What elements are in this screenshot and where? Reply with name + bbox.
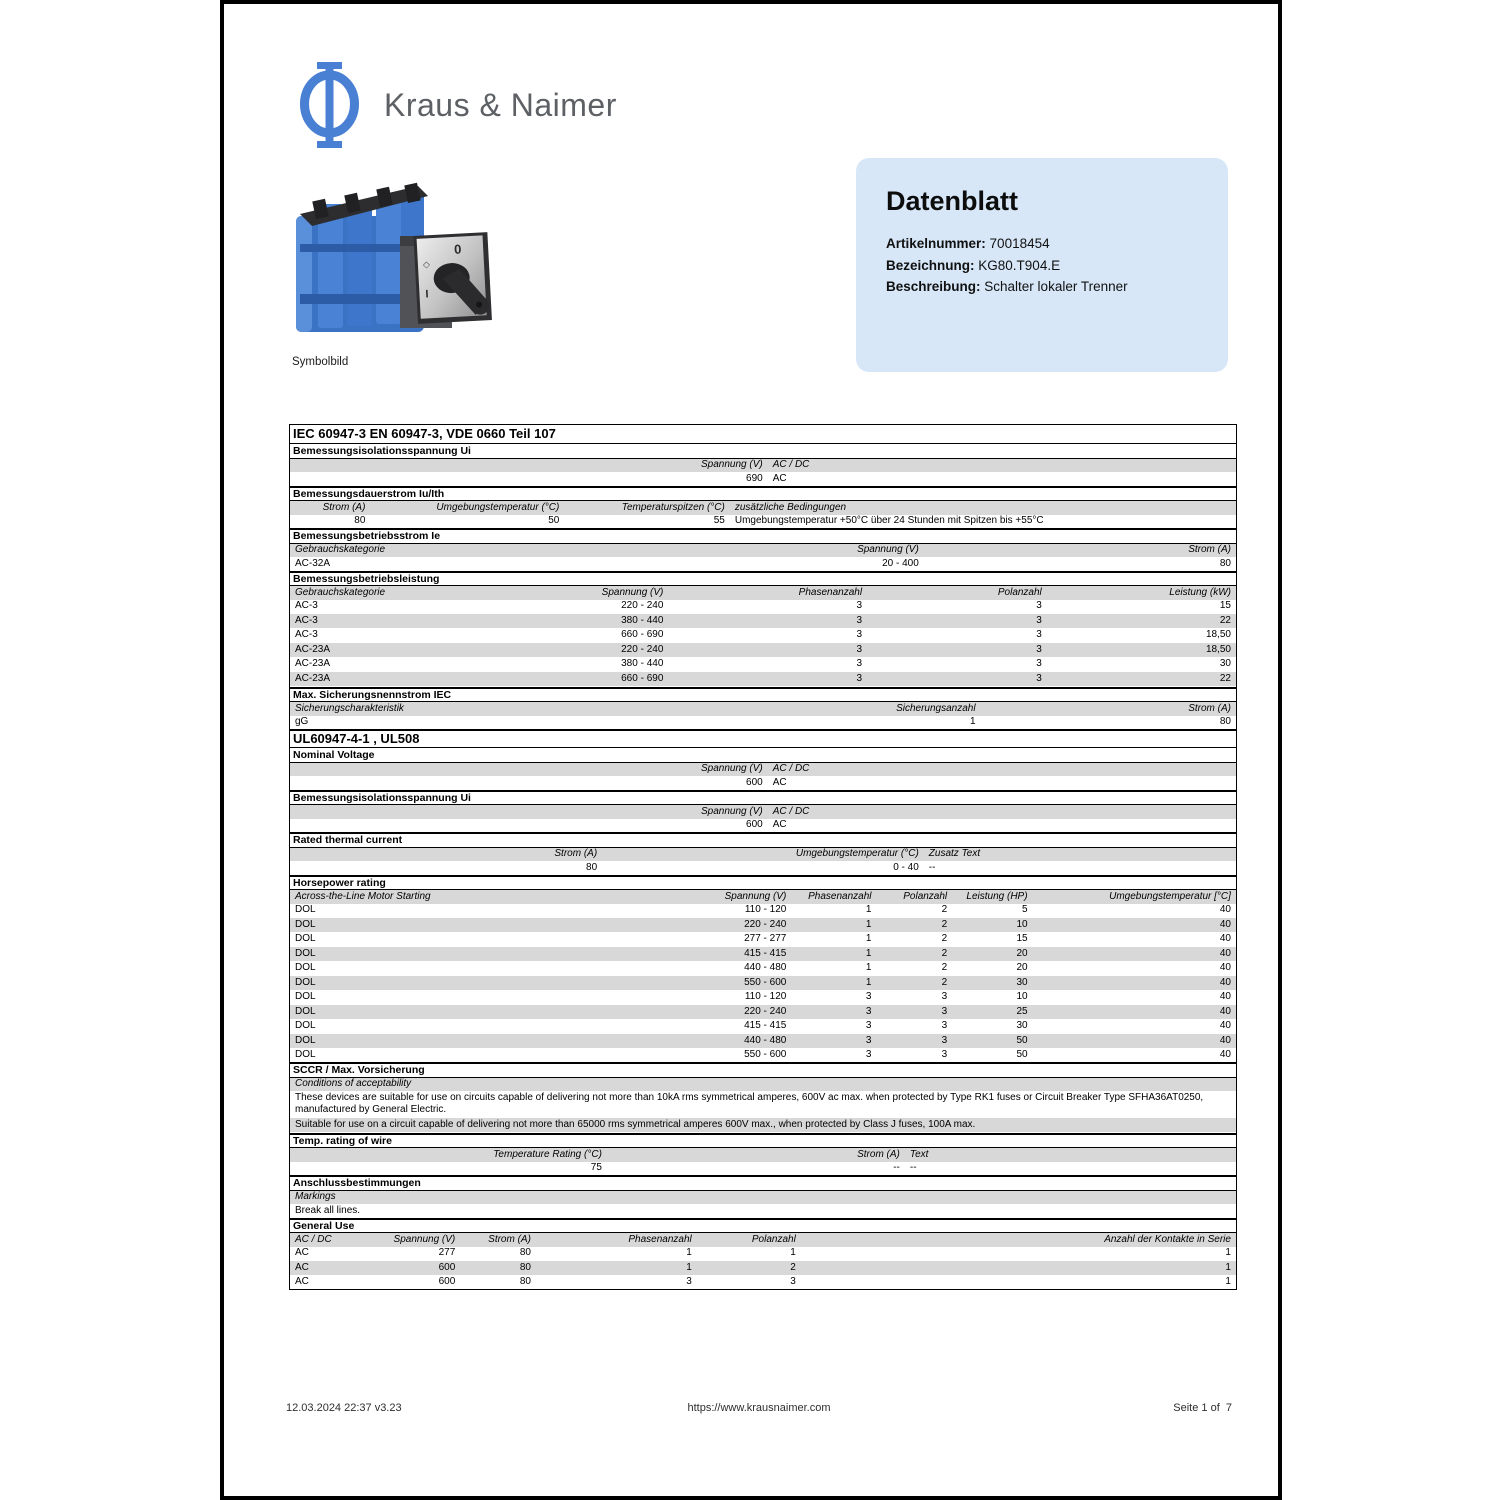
table-row <box>290 1204 1236 1218</box>
table-cell: Strom (A) <box>1188 702 1231 714</box>
table-cell: 3 <box>1036 672 1042 684</box>
section-title: Bemessungsisolationsspannung Ui <box>290 444 1236 459</box>
table-cell: DOL <box>295 918 316 930</box>
table-cell: 220 - 240 <box>621 643 664 655</box>
table-cell: DOL <box>295 1049 316 1060</box>
table-cell: 3 <box>865 1005 872 1017</box>
table-cell: 0 - 40 <box>893 861 919 873</box>
svg-text:I: I <box>425 288 429 301</box>
table-cell: Across-the-Line Motor Starting <box>295 890 431 902</box>
table-cell: -- <box>893 1162 900 1173</box>
table-cell: AC / DC <box>772 459 810 470</box>
table-row <box>290 917 1236 933</box>
table-row <box>290 861 1236 875</box>
table-cell: 30 <box>1219 658 1231 669</box>
table-cell: 1 <box>865 947 872 959</box>
table-cell: Phasenanzahl <box>798 586 863 598</box>
table-cell: Temperaturspitzen (°C) <box>621 501 725 513</box>
table-cell: 15 <box>1219 600 1231 611</box>
table-cell: 18,50 <box>1205 643 1231 655</box>
table-cell: Polanzahl <box>997 586 1042 598</box>
column-header-row <box>290 1233 1236 1247</box>
table-cell: 1 <box>865 904 872 915</box>
table-cell: 80 <box>519 1247 531 1258</box>
table-cell: 3 <box>1036 658 1042 669</box>
table-row <box>290 557 1236 571</box>
table-cell: 50 <box>548 515 560 526</box>
symbol-caption: Symbolbild <box>292 356 349 368</box>
table-cell: AC-23A <box>295 643 331 655</box>
table-cell: AC <box>772 472 787 484</box>
table-cell: Strom (A) <box>322 501 366 513</box>
table-cell: 25 <box>1016 1005 1028 1017</box>
table-row <box>290 1247 1236 1261</box>
table-cell: Text <box>909 1148 929 1160</box>
svg-text:0: 0 <box>453 241 462 257</box>
table-cell: Gebrauchskategorie <box>295 544 386 555</box>
column-header-row <box>290 805 1236 819</box>
table-cell: 80 <box>519 1276 531 1287</box>
description-label: Beschreibung: <box>886 279 981 294</box>
table-row <box>290 642 1236 658</box>
section-title: Bemessungsisolationsspannung Ui <box>290 790 1236 806</box>
footer-url: https://www.krausnaimer.com <box>687 1402 831 1414</box>
table-cell: Break all lines. <box>295 1204 361 1216</box>
table-cell: Strom (A) <box>488 1233 531 1245</box>
description-value: Schalter lokaler Trenner <box>984 279 1128 294</box>
table-cell: 3 <box>856 643 863 655</box>
table-cell: 75 <box>590 1162 602 1173</box>
table-row <box>290 472 1236 486</box>
table-cell: 20 <box>1016 947 1028 959</box>
table-cell: 40 <box>1219 991 1231 1002</box>
column-header-row <box>290 459 1236 473</box>
table-cell: 1 <box>865 976 872 988</box>
table-cell: zusätzliche Bedingungen <box>734 501 847 513</box>
table-cell: DOL <box>295 947 316 959</box>
table-row <box>290 1117 1236 1133</box>
table-cell: Umgebungstemperatur (°C) <box>795 848 919 859</box>
table-cell: 3 <box>1036 643 1042 655</box>
table-cell: 440 - 480 <box>744 1034 787 1046</box>
table-cell: 2 <box>941 962 948 973</box>
table-row <box>290 776 1236 790</box>
table-cell: DOL <box>295 933 316 944</box>
section-title: SCCR / Max. Vorsicherung <box>290 1062 1236 1078</box>
table-cell: Phasenanzahl <box>628 1233 692 1245</box>
table-cell: 40 <box>1219 1020 1231 1031</box>
column-header-row <box>290 1191 1236 1205</box>
table-cell: 15 <box>1016 933 1028 944</box>
section-title: Temp. rating of wire <box>290 1133 1236 1149</box>
table-cell: 600 <box>438 1276 456 1287</box>
table-cell: 3 <box>1036 629 1042 640</box>
table-cell: DOL <box>295 1020 316 1031</box>
table-row <box>290 1033 1236 1049</box>
table-cell: 20 - 400 <box>882 557 919 569</box>
table-cell: AC-23A <box>295 672 331 684</box>
table-cell: 2 <box>941 904 948 915</box>
chapter-title: IEC 60947-3 EN 60947-3, VDE 0660 Teil 107 <box>290 425 1236 444</box>
table-row <box>290 1004 1236 1020</box>
table-cell: 277 - 277 <box>744 933 787 944</box>
table-row <box>290 975 1236 991</box>
article-number-label: Artikelnummer: <box>886 236 986 251</box>
table-cell: AC <box>295 1276 309 1287</box>
section-title: Rated thermal current <box>290 832 1236 848</box>
table-cell: 380 - 440 <box>621 614 664 626</box>
table-cell: 440 - 480 <box>744 962 787 973</box>
table-row <box>290 658 1236 672</box>
table-cell: 550 - 600 <box>744 1049 787 1060</box>
table-cell: Spannung (V) <box>393 1233 456 1245</box>
section-title: Bemessungsbetriebsleistung <box>290 571 1236 587</box>
table-cell: 30 <box>1016 1020 1028 1031</box>
table-cell: 40 <box>1219 1005 1231 1017</box>
table-cell: 600 <box>746 776 763 788</box>
table-cell: 1 <box>970 716 976 727</box>
column-header-row <box>290 1078 1236 1092</box>
table-row <box>290 819 1236 833</box>
table-cell: 550 - 600 <box>744 976 787 988</box>
table-cell: 1 <box>790 1247 796 1258</box>
table-cell: 660 - 690 <box>621 629 664 640</box>
table-cell: 10 <box>1016 918 1028 930</box>
product-image <box>288 174 498 352</box>
table-cell: 2 <box>941 947 948 959</box>
designation-label: Bezeichnung: <box>886 257 975 273</box>
table-row <box>290 629 1236 643</box>
table-cell: DOL <box>295 1005 316 1017</box>
table-cell: DOL <box>295 962 316 973</box>
table-row <box>290 946 1236 962</box>
table-cell: 1 <box>686 1247 692 1258</box>
spec-table <box>289 424 1237 1290</box>
table-cell: AC / DC <box>295 1233 332 1245</box>
table-cell: 3 <box>941 1005 948 1017</box>
table-cell: 1 <box>1225 1276 1231 1287</box>
table-cell: 690 <box>746 472 763 484</box>
column-header-row <box>290 702 1236 716</box>
column-header-row <box>290 890 1236 904</box>
table-cell: 3 <box>941 991 948 1002</box>
column-header-row <box>290 1148 1236 1162</box>
table-cell: 80 <box>519 1261 531 1273</box>
table-cell: AC-3 <box>295 614 318 626</box>
table-cell: 22 <box>1219 614 1231 626</box>
table-cell: 600 <box>438 1261 456 1273</box>
table-row <box>290 515 1236 529</box>
table-cell: Spannung (V) <box>701 805 763 817</box>
table-cell: 40 <box>1219 918 1231 930</box>
table-cell: Strom (A) <box>554 848 598 859</box>
table-cell: 40 <box>1219 976 1231 988</box>
column-header-row <box>290 501 1236 515</box>
table-cell: 415 - 415 <box>744 1020 787 1031</box>
table-cell: DOL <box>295 904 316 915</box>
table-cell: DOL <box>295 1034 316 1046</box>
table-cell: 55 <box>713 515 725 526</box>
table-cell: Umgebungstemperatur [°C] <box>1109 890 1231 902</box>
table-cell: 380 - 440 <box>621 658 664 669</box>
table-row <box>290 1162 1236 1176</box>
table-cell: Polanzahl <box>903 890 948 902</box>
table-cell: 220 - 240 <box>744 1005 787 1017</box>
table-cell: 2 <box>941 933 948 944</box>
table-row <box>290 671 1236 687</box>
table-cell: 80 <box>354 515 366 526</box>
table-cell: Spannung (V) <box>701 459 763 470</box>
table-cell: 415 - 415 <box>744 947 787 959</box>
table-cell: 3 <box>1036 614 1042 626</box>
table-cell: 2 <box>941 976 948 988</box>
table-cell: AC-32A <box>295 557 331 569</box>
table-cell: 3 <box>865 1049 872 1060</box>
section-title: Bemessungsdauerstrom Iu/Ith <box>290 486 1236 502</box>
table-row <box>290 904 1236 918</box>
table-cell: 30 <box>1016 976 1028 988</box>
table-cell: 3 <box>865 1034 872 1046</box>
table-cell: -- <box>909 1162 917 1173</box>
section-title: General Use <box>290 1218 1236 1234</box>
table-cell: DOL <box>295 976 316 988</box>
table-cell: 277 <box>438 1247 456 1258</box>
table-cell: Leistung (kW) <box>1169 586 1231 598</box>
table-cell: 1 <box>686 1261 692 1273</box>
table-cell: AC / DC <box>772 763 810 774</box>
table-cell: Conditions of acceptability <box>295 1078 412 1089</box>
table-cell: 40 <box>1219 1034 1231 1046</box>
table-row <box>290 716 1236 730</box>
table-cell: 20 <box>1016 962 1028 973</box>
table-cell: 18,50 <box>1205 629 1231 640</box>
article-number-field <box>886 233 1198 255</box>
table-cell: Spannung (V) <box>724 890 787 902</box>
table-cell: 50 <box>1016 1049 1028 1060</box>
table-cell: Temperature Rating (°C) <box>493 1148 602 1160</box>
description-field <box>886 276 1198 298</box>
table-cell: 3 <box>941 1049 948 1060</box>
table-cell: 40 <box>1219 962 1231 973</box>
table-cell: Zusatz Text <box>928 848 981 859</box>
table-cell: AC-3 <box>295 600 318 611</box>
brand-name: Kraus & Naimer <box>384 86 617 123</box>
table-cell: Markings <box>295 1191 336 1202</box>
table-cell: 2 <box>941 918 948 930</box>
table-cell: 3 <box>686 1276 692 1287</box>
table-cell: Umgebungstemperatur (°C) <box>436 501 560 513</box>
table-cell: Strom (A) <box>857 1148 900 1160</box>
table-cell: DOL <box>295 991 316 1002</box>
table-cell: Gebrauchskategorie <box>295 586 386 598</box>
table-cell: Sicherungsanzahl <box>896 702 976 714</box>
table-cell: 1 <box>865 962 872 973</box>
svg-text:◇: ◇ <box>422 259 431 270</box>
article-number-value: 70018454 <box>989 236 1050 251</box>
table-cell: 40 <box>1219 933 1231 944</box>
table-row <box>290 613 1236 629</box>
table-cell: 3 <box>941 1034 948 1046</box>
table-cell: 3 <box>941 1020 948 1031</box>
table-cell: AC <box>295 1261 309 1273</box>
table-cell: 40 <box>1219 904 1231 915</box>
datasheet-infobox <box>856 158 1228 372</box>
section-title: Nominal Voltage <box>290 748 1236 763</box>
table-cell: AC-23A <box>295 658 331 669</box>
table-cell: 40 <box>1219 947 1231 959</box>
table-cell: AC <box>295 1247 309 1258</box>
table-cell: 80 <box>1219 557 1231 569</box>
table-cell: Spannung (V) <box>701 763 763 774</box>
table-cell: 22 <box>1219 672 1231 684</box>
column-header-row <box>290 544 1236 558</box>
table-row <box>290 1260 1236 1276</box>
table-cell: 220 - 240 <box>621 600 664 611</box>
footer-page-number: Seite 1 of 7 <box>1173 1402 1232 1414</box>
table-row <box>290 1091 1236 1117</box>
table-cell: 3 <box>856 629 863 640</box>
table-row <box>290 1276 1236 1290</box>
table-cell: -- <box>928 861 936 873</box>
table-cell: 50 <box>1016 1034 1028 1046</box>
table-row <box>290 1049 1236 1063</box>
table-cell: 3 <box>856 672 863 684</box>
table-cell: 3 <box>865 991 872 1002</box>
table-cell: 1 <box>865 933 872 944</box>
table-cell: Spannung (V) <box>857 544 919 555</box>
section-title: Bemessungsbetriebsstrom Ie <box>290 528 1236 544</box>
chapter-title: UL60947-4-1 , UL508 <box>290 729 1236 748</box>
table-cell: Spannung (V) <box>601 586 664 598</box>
table-cell: 1 <box>1225 1247 1231 1258</box>
table-cell: AC <box>772 819 787 830</box>
table-cell: 1 <box>1225 1261 1231 1273</box>
table-row <box>290 1020 1236 1034</box>
table-cell: gG <box>295 716 309 727</box>
brand-header <box>298 62 617 148</box>
table-cell: AC / DC <box>772 805 810 817</box>
table-cell: 110 - 120 <box>744 991 787 1002</box>
table-cell: 600 <box>746 819 763 830</box>
table-cell: 5 <box>1022 904 1028 915</box>
table-cell: AC <box>772 776 787 788</box>
table-cell: 3 <box>856 658 863 669</box>
table-cell: 660 - 690 <box>621 672 664 684</box>
document-page <box>220 0 1282 1500</box>
table-cell: 3 <box>856 614 863 626</box>
table-cell: 220 - 240 <box>744 918 787 930</box>
table-cell: Leistung (HP) <box>966 890 1028 902</box>
section-title: Max. Sicherungsnennstrom IEC <box>290 687 1236 703</box>
table-cell: 2 <box>790 1261 796 1273</box>
table-row <box>290 600 1236 614</box>
table-cell: 40 <box>1219 1049 1231 1060</box>
table-cell: Polanzahl <box>751 1233 796 1245</box>
designation-field <box>886 255 1198 277</box>
table-cell: AC-3 <box>295 629 318 640</box>
table-cell: Phasenanzahl <box>808 890 872 902</box>
table-cell: 3 <box>856 600 863 611</box>
table-cell: Sicherungscharakteristik <box>295 702 404 714</box>
table-row <box>290 933 1236 947</box>
section-title: Anschlussbestimmungen <box>290 1175 1236 1191</box>
table-cell: 80 <box>586 861 598 873</box>
designation-value: KG80.T904.E <box>978 257 1061 273</box>
table-cell: 10 <box>1016 991 1028 1002</box>
table-cell: Umgebungstemperatur +50°C über 24 Stunden mit Spitzen bis +55°C <box>734 515 1044 526</box>
column-header-row <box>290 848 1236 862</box>
table-cell: Strom (A) <box>1188 544 1231 555</box>
page-footer <box>286 1402 1232 1417</box>
table-cell: 3 <box>1036 600 1042 611</box>
column-header-row <box>290 586 1236 600</box>
section-title: Horsepower rating <box>290 875 1236 891</box>
table-cell: 80 <box>1219 716 1231 727</box>
table-row <box>290 991 1236 1005</box>
brand-logo-icon <box>298 62 362 148</box>
table-cell: These devices are suitable for use on circuits capable of delivering not more than 10kA rms symmetrical amperes, 600V ac max. when protected by Type RK1 fuses or Circuit Breaker Type SFHA36AT0250, manufactured by General Electric. <box>295 1091 1204 1115</box>
table-row <box>290 962 1236 976</box>
table-cell: 3 <box>790 1276 796 1287</box>
column-header-row <box>290 763 1236 777</box>
footer-timestamp: 12.03.2024 22:37 v3.23 <box>286 1402 402 1414</box>
infobox-title: Datenblatt <box>886 186 1019 216</box>
table-cell: 1 <box>865 918 872 930</box>
table-cell: 110 - 120 <box>744 904 787 915</box>
table-cell: Suitable for use on a circuit capable of delivering not more than 65000 rms symmetrical amperes 600V max., when protected by Class J fuses, 100A max. <box>295 1118 976 1130</box>
table-cell: Anzahl der Kontakte in Serie <box>1104 1233 1231 1245</box>
table-cell: 3 <box>865 1020 872 1031</box>
